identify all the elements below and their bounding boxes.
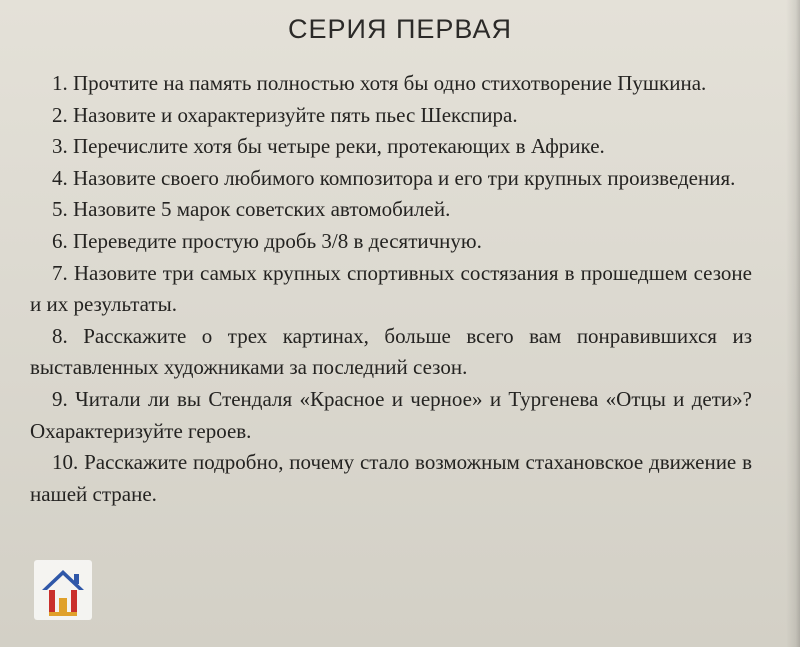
- question-text: 2. Назовите и охарактеризуйте пять пьес Шекспира.: [52, 102, 518, 127]
- page-title: СЕРИЯ ПЕРВАЯ: [288, 14, 512, 44]
- question-text: 10. Расскажите подробно, почему стало возможным стахановское движение в нашей стране.: [30, 450, 752, 506]
- logo-wall-right: [71, 590, 77, 612]
- question-item: [30, 100, 752, 132]
- logo-door: [59, 598, 67, 612]
- page-edge-shadow: [786, 0, 800, 647]
- question-text: 3. Перечислите хотя бы четыре реки, протекающих в Африке.: [52, 134, 605, 159]
- question-text: 5. Назовите 5 марок советских автомобилей.: [52, 197, 451, 222]
- question-item: [30, 68, 752, 100]
- question-text: 9. Читали ли вы Стендаля «Красное и черное» и Тургенева «Отцы и дети»? Охарактеризуйте героев.: [30, 386, 752, 443]
- question-item: [30, 131, 752, 163]
- question-item: [30, 447, 752, 510]
- question-item: [30, 321, 752, 384]
- question-list: [30, 68, 752, 510]
- question-item: [30, 258, 752, 321]
- question-item: [30, 384, 752, 447]
- question-text: 7. Назовите три самых крупных спортивных состязания в прошедшем сезоне и их результаты.: [30, 260, 752, 317]
- question-text: 6. Переведите простую дробь 3/8 в десятичную.: [52, 228, 482, 253]
- question-text: 8. Расскажите о трех картинах, больше всего вам понравившихся из выставленных художниками за последний сезон.: [30, 323, 752, 380]
- logo-wall-left: [49, 590, 55, 612]
- house-logo-icon: [34, 560, 92, 620]
- logo-floor: [49, 612, 77, 616]
- watermark-logo: [34, 560, 92, 620]
- logo-chimney: [74, 574, 79, 584]
- question-text: 1. Прочтите на память полностью хотя бы одно стихотворение Пушкина.: [52, 71, 707, 95]
- question-item: [30, 163, 752, 195]
- question-text: 4. Назовите своего любимого композитора и его три крупных произведения.: [52, 165, 736, 190]
- question-item: [30, 194, 752, 226]
- question-item: [30, 226, 752, 258]
